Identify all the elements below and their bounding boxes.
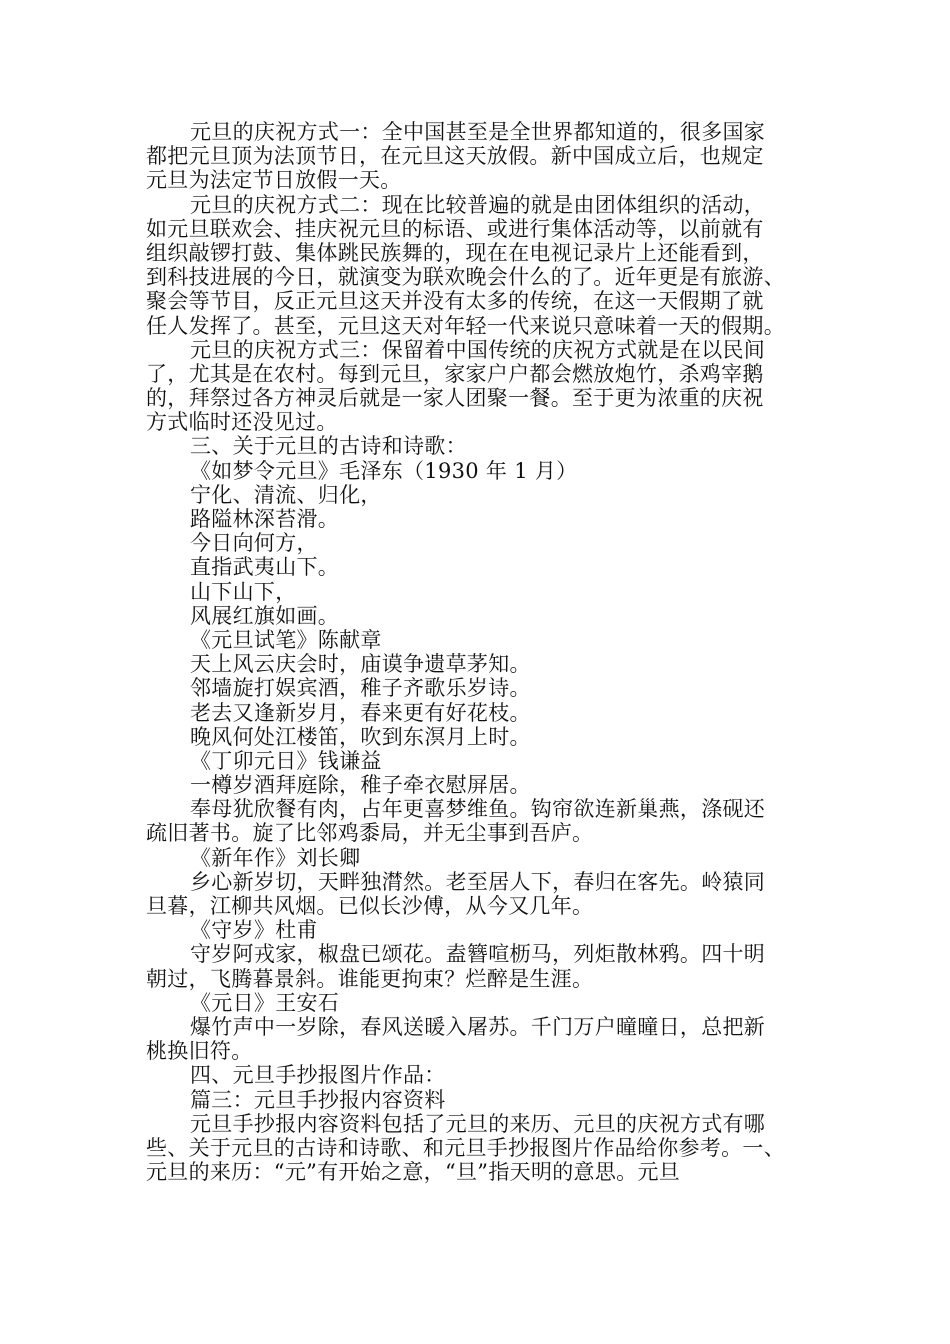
text-line: 山下山下，: [190, 579, 297, 604]
text-line: 元旦的庆祝方式一：全中国甚至是全世界都知道的，很多国家: [190, 120, 766, 144]
text-line: 四、元旦手抄报图片作品：: [190, 1063, 446, 1088]
text-line: 元旦为法定节日放假一天。: [146, 168, 402, 193]
text-line: 聚会等节目，反正元旦这天并没有太多的传统，在这一天假期了就: [146, 289, 764, 314]
text-line: 《新年作》刘长卿: [190, 845, 361, 870]
document-page: [146, 120, 806, 1184]
text-line: 元旦的来历：“元”有开始之意，“旦”指天明的意思。元旦: [146, 1160, 681, 1185]
text-line: 《元日》王安石: [190, 990, 340, 1015]
text-line: 旦暮，江柳共风烟。已似长沙傅，从今又几年。: [146, 894, 594, 918]
text-line: 元旦的庆祝方式二：现在比较普遍的就是由团体组织的活动，: [190, 192, 766, 217]
text-line: 奉母犹欣餐有肉，占年更喜梦维鱼。钩帘欲连新巢燕，涤砚还: [190, 797, 766, 822]
text-line: 方式临时还没见过。: [146, 410, 338, 435]
text-line: 都把元旦顶为法顶节日，在元旦这天放假。新中国成立后，也规定: [146, 144, 764, 169]
text-line: 疏旧著书。旋了比邻鸡黍局，并无尘事到吾庐。: [146, 821, 594, 846]
text-line: 《丁卯元日》钱谦益: [190, 748, 382, 773]
text-line: 老去又逢新岁月，春来更有好花枝。: [190, 700, 531, 725]
text-line: 今日向何方，: [190, 531, 318, 556]
text-line: 晚风何处江楼笛，吹到东溟月上时。: [190, 724, 531, 749]
text-line: 《元旦试笔》陈献章: [190, 627, 382, 652]
text-line: 《如梦令元旦》毛泽东（1930 年 1 月）: [190, 458, 578, 483]
text-line: 篇三：元旦手抄报内容资料: [190, 1087, 446, 1112]
text-line: 乡心新岁切，天畔独潸然。老至居人下，春归在客先。岭猿同: [190, 869, 766, 894]
text-line: 组织敲锣打鼓、集体跳民族舞的，现在在电视记录片上还能看到，: [146, 240, 764, 265]
text-line: 宁化、清流、归化，: [190, 482, 382, 507]
text-line: 风展红旗如画。: [190, 603, 340, 628]
text-line: 桃换旧符。: [146, 1039, 253, 1064]
text-line: 爆竹声中一岁除，春风送暖入屠苏。千门万户曈曈日，总把新: [190, 1014, 766, 1039]
text-line: 守岁阿戎家，椒盘已颂花。盍簪喧枥马，列炬散林鸦。四十明: [190, 942, 766, 967]
text-line: 如元旦联欢会、挂庆祝元旦的标语、或进行集体活动等，以前就有: [146, 216, 764, 241]
text-line: 一樽岁酒拜庭除，稚子牵衣慰屏居。: [190, 773, 531, 798]
text-line: 了，尤其是在农村。每到元旦，家家户户都会燃放炮竹，杀鸡宰鹅: [146, 361, 764, 386]
text-line: 元旦手抄报内容资料包括了元旦的来历、元旦的庆祝方式有哪: [190, 1111, 766, 1136]
text-line: 到科技进展的今日，就演变为联欢晚会什么的了。近年更是有旅游、: [146, 265, 785, 290]
text-line: 天上风云庆会时，庙谟争遗草茅知。: [190, 652, 531, 677]
text-line: 元旦的庆祝方式三：保留着中国传统的庆祝方式就是在以民间: [190, 337, 766, 362]
text-line: 些、关于元旦的古诗和诗歌、和元旦手抄报图片作品给你参考。一、: [146, 1135, 785, 1160]
text-line: 三、关于元旦的古诗和诗歌：: [190, 434, 467, 459]
text-line: 直指武夷山下。: [190, 555, 340, 580]
text-line: 路隘林深苔滑。: [190, 507, 340, 531]
text-line: 《守岁》杜甫: [190, 918, 318, 943]
text-line: 任人发挥了。甚至，元旦这天对年轻一代来说只意味着一天的假期。: [146, 313, 785, 338]
text-line: 朝过，飞腾暮景斜。谁能更拘束？烂醉是生涯。: [146, 966, 594, 991]
text-line: 邻墙旋打娱宾酒，稚子齐歌乐岁诗。: [190, 676, 531, 701]
text-line: 的，拜祭过各方神灵后就是一家人团聚一餐。至于更为浓重的庆祝: [146, 386, 764, 411]
